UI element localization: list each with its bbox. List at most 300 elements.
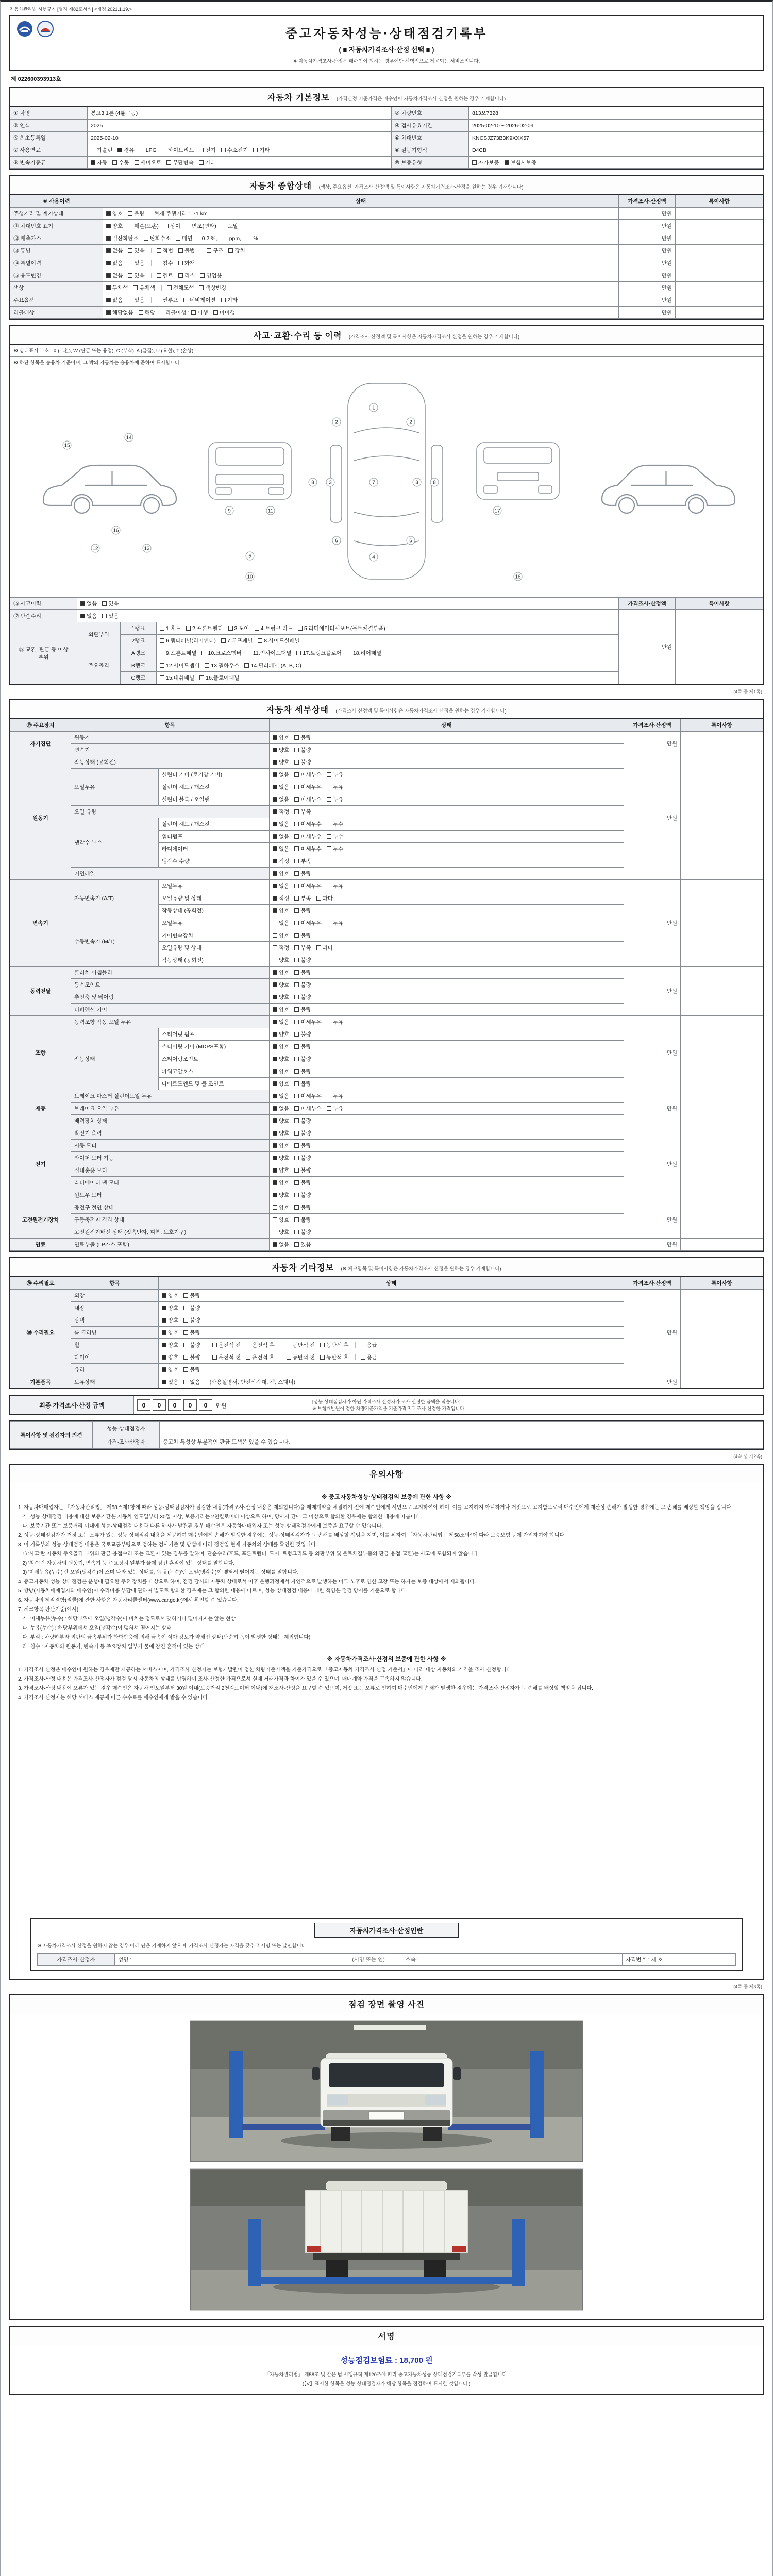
checkbox[interactable]	[199, 675, 204, 680]
checkbox[interactable]	[327, 822, 331, 826]
note-cell[interactable]	[681, 732, 763, 756]
checkbox[interactable]	[273, 1118, 277, 1123]
note-cell[interactable]	[681, 1201, 763, 1239]
checkbox[interactable]	[162, 1306, 166, 1310]
checkbox[interactable]	[294, 1106, 299, 1111]
checkbox[interactable]	[327, 1094, 331, 1098]
checkbox[interactable]	[327, 785, 331, 789]
label-cell: 오일누유	[71, 769, 159, 806]
cell	[270, 1226, 624, 1239]
price-cell[interactable]: 만원	[619, 294, 676, 307]
checkbox[interactable]	[273, 1242, 277, 1247]
price-cell[interactable]: 만원	[624, 732, 681, 756]
checkbox[interactable]	[273, 884, 277, 888]
checkbox[interactable]	[205, 663, 209, 668]
overall-condition-table	[10, 195, 763, 319]
checkbox[interactable]	[294, 1044, 299, 1049]
option	[294, 1093, 322, 1099]
checkbox[interactable]	[112, 160, 117, 165]
cell	[270, 1239, 624, 1251]
checkbox[interactable]	[294, 846, 299, 851]
cell: 실린더 헤드 / 개스킷	[159, 818, 270, 831]
checkbox[interactable]	[294, 735, 299, 740]
checkbox[interactable]	[246, 1355, 250, 1360]
checkbox[interactable]	[166, 160, 171, 165]
checkbox[interactable]	[160, 663, 164, 668]
checkbox[interactable]	[128, 298, 132, 302]
assessor-org-field[interactable]: 소속 :	[402, 1954, 623, 1966]
checkbox[interactable]	[294, 958, 299, 962]
price-cell[interactable]: 만원	[624, 1127, 681, 1201]
checkbox[interactable]	[102, 614, 107, 618]
checkbox[interactable]	[273, 748, 277, 752]
checkbox[interactable]	[287, 1343, 291, 1347]
checkbox[interactable]	[273, 1044, 277, 1049]
checkbox[interactable]	[320, 1355, 325, 1360]
checkbox[interactable]	[294, 748, 299, 752]
checkbox[interactable]	[294, 1118, 299, 1123]
label-cell: 2랭크	[121, 635, 157, 647]
checkbox[interactable]	[294, 1057, 299, 1061]
label-cell: 리콜대상	[10, 307, 103, 319]
checkbox[interactable]	[221, 298, 226, 302]
checkbox[interactable]	[102, 601, 107, 606]
checkbox[interactable]	[133, 285, 138, 290]
option	[294, 982, 311, 988]
checkbox[interactable]	[222, 224, 226, 228]
checkbox[interactable]	[199, 160, 204, 165]
checkbox[interactable]	[247, 651, 251, 655]
checkbox[interactable]	[186, 626, 191, 631]
option-label: 누유	[332, 920, 344, 926]
checkbox[interactable]	[183, 1293, 188, 1298]
checkbox[interactable]	[221, 638, 226, 643]
checkbox[interactable]	[157, 248, 161, 253]
section-title-text: 자동차 기본정보	[267, 94, 330, 103]
price-cell[interactable]: 만원	[619, 282, 676, 294]
checkbox[interactable]	[191, 310, 196, 315]
checkbox[interactable]	[327, 1106, 331, 1111]
checkbox[interactable]	[294, 982, 299, 987]
checkbox[interactable]	[294, 859, 299, 863]
price-cell[interactable]: 만원	[624, 1090, 681, 1127]
checkbox[interactable]	[117, 148, 122, 152]
checkbox[interactable]	[91, 148, 95, 152]
checkbox[interactable]	[294, 884, 299, 888]
checkbox[interactable]	[255, 626, 259, 631]
checkbox[interactable]	[162, 1380, 166, 1384]
checkbox[interactable]	[164, 224, 169, 228]
price-digit[interactable]: 0	[137, 1399, 150, 1411]
checkbox[interactable]	[294, 809, 299, 814]
checkbox[interactable]	[273, 834, 277, 839]
checkbox[interactable]	[162, 1318, 166, 1323]
cell	[159, 1327, 624, 1339]
panel-number	[514, 572, 522, 581]
checkbox[interactable]	[273, 945, 277, 950]
option	[186, 625, 223, 632]
checkbox[interactable]	[273, 1168, 277, 1173]
checkbox[interactable]	[294, 822, 299, 826]
checkbox[interactable]	[294, 1094, 299, 1098]
checkbox[interactable]	[273, 772, 277, 777]
checkbox[interactable]	[273, 958, 277, 962]
checkbox[interactable]	[199, 148, 204, 152]
checkbox[interactable]	[176, 236, 180, 241]
checkbox[interactable]	[316, 896, 321, 901]
checkbox[interactable]	[294, 1193, 299, 1197]
cell	[469, 144, 763, 157]
checkbox[interactable]	[294, 921, 299, 925]
checkbox[interactable]	[294, 945, 299, 950]
option	[273, 784, 289, 790]
checkbox[interactable]	[273, 760, 277, 765]
checkbox[interactable]	[162, 1355, 166, 1360]
checkbox[interactable]	[106, 261, 111, 265]
option	[112, 160, 129, 166]
checkbox[interactable]	[178, 261, 183, 265]
checkbox[interactable]	[294, 871, 299, 876]
checkbox[interactable]	[347, 651, 351, 655]
checkbox[interactable]	[253, 148, 258, 152]
option	[327, 1106, 343, 1112]
note-cell[interactable]	[681, 1090, 763, 1127]
note-cell[interactable]	[681, 967, 763, 1016]
price-cell[interactable]: 만원	[624, 967, 681, 1016]
checkbox[interactable]	[505, 160, 509, 165]
checkbox[interactable]	[106, 224, 111, 228]
checkbox[interactable]	[212, 1355, 217, 1360]
checkbox[interactable]	[294, 1205, 299, 1210]
checkbox[interactable]	[327, 797, 331, 802]
checkbox[interactable]	[294, 1007, 299, 1012]
label-cell: 특이사항 및 점검자의 의견	[10, 1422, 93, 1449]
note-cell[interactable]	[676, 208, 763, 220]
checkbox[interactable]	[294, 1242, 299, 1247]
note-cell[interactable]	[676, 294, 763, 307]
option-label: 2.프론트펜더	[192, 625, 223, 632]
checkbox[interactable]	[327, 921, 331, 925]
checkbox[interactable]	[361, 1343, 365, 1347]
checkbox[interactable]	[157, 261, 161, 265]
checkbox[interactable]	[213, 310, 218, 315]
checkbox[interactable]	[294, 834, 299, 839]
checkbox[interactable]	[273, 933, 277, 938]
price-cell[interactable]: 만원	[619, 220, 676, 232]
checkbox[interactable]	[207, 248, 211, 253]
checkbox[interactable]	[128, 248, 132, 253]
option-label: 미세누유	[300, 1106, 322, 1112]
note-cell[interactable]	[681, 1127, 763, 1201]
label-cell: ⑬ 튜닝	[10, 245, 103, 257]
option-label: 해당	[144, 310, 155, 316]
checkbox[interactable]	[273, 1131, 277, 1136]
checkbox[interactable]	[273, 1193, 277, 1197]
checkbox[interactable]	[294, 933, 299, 938]
checkbox[interactable]	[183, 1306, 188, 1310]
option-label: 없음	[112, 297, 123, 303]
checkbox[interactable]	[200, 273, 205, 278]
checkbox[interactable]	[294, 1168, 299, 1173]
cell	[270, 769, 624, 781]
checkbox[interactable]	[135, 160, 139, 165]
checkbox[interactable]	[320, 1343, 325, 1347]
checkbox[interactable]	[106, 248, 111, 253]
price-cell[interactable]: 만원	[619, 257, 676, 269]
note-cell[interactable]	[676, 245, 763, 257]
checkbox[interactable]	[162, 1343, 166, 1347]
checkbox[interactable]	[186, 224, 190, 228]
checkbox[interactable]	[273, 908, 277, 913]
checkbox[interactable]	[162, 1293, 166, 1298]
assessor-signature-field[interactable]: (서명 또는 인)	[335, 1954, 402, 1966]
checkbox[interactable]	[296, 651, 301, 655]
price-cell[interactable]: 만원	[624, 880, 681, 967]
checkbox[interactable]	[294, 1217, 299, 1222]
note-cell[interactable]	[681, 1290, 763, 1376]
checkbox[interactable]	[327, 1020, 331, 1024]
checkbox[interactable]	[167, 285, 172, 290]
etc-row	[10, 1290, 763, 1302]
price-cell[interactable]: 만원	[619, 610, 676, 684]
checkbox[interactable]	[294, 1069, 299, 1074]
option	[133, 285, 155, 291]
assessor-license-field[interactable]: 자격번호 : 제 호	[623, 1954, 736, 1966]
checkbox[interactable]	[106, 298, 111, 302]
option-label: 적정	[279, 809, 290, 815]
price-cell[interactable]: 만원	[624, 756, 681, 880]
checkbox[interactable]	[199, 285, 204, 290]
checkbox[interactable]	[162, 1367, 166, 1372]
checkbox[interactable]	[106, 211, 111, 216]
checkbox[interactable]	[228, 248, 233, 253]
label-cell: 브레이크 마스터 실린더오일 누유	[71, 1090, 270, 1103]
checkbox[interactable]	[316, 945, 321, 950]
checkbox[interactable]	[294, 908, 299, 913]
price-cell[interactable]: 만원	[624, 1201, 681, 1239]
price-cell[interactable]: 만원	[619, 208, 676, 220]
checkbox[interactable]	[294, 772, 299, 777]
note-cell[interactable]	[676, 232, 763, 245]
price-cell[interactable]: 만원	[624, 1376, 681, 1388]
checkbox[interactable]	[294, 896, 299, 901]
price-cell[interactable]: 만원	[624, 1290, 681, 1376]
note-cell[interactable]	[681, 880, 763, 967]
extra-value: 현재 주행거리 : 71 km	[154, 211, 208, 217]
checkbox[interactable]	[273, 871, 277, 876]
note-cell[interactable]	[676, 269, 763, 282]
checkbox[interactable]	[273, 1106, 277, 1111]
checkbox[interactable]	[244, 663, 249, 668]
checkbox[interactable]	[273, 846, 277, 851]
checkbox[interactable]	[327, 846, 331, 851]
checkbox[interactable]	[273, 785, 277, 789]
note-cell[interactable]	[676, 610, 763, 684]
checkbox[interactable]	[327, 772, 331, 777]
checkbox[interactable]	[128, 261, 132, 265]
checkbox[interactable]	[361, 1355, 365, 1360]
col-header: 항목	[71, 1277, 159, 1290]
checkbox[interactable]	[106, 273, 111, 278]
checkbox[interactable]	[139, 310, 143, 315]
checkbox[interactable]	[246, 1343, 250, 1347]
checkbox[interactable]	[183, 1380, 188, 1384]
price-cell[interactable]: 만원	[624, 1239, 681, 1251]
checkbox[interactable]	[80, 614, 85, 618]
checkbox[interactable]	[162, 148, 166, 152]
checkbox[interactable]	[157, 298, 161, 302]
option-label: 불량	[300, 1056, 311, 1062]
option	[327, 883, 343, 889]
checkbox[interactable]	[273, 1069, 277, 1074]
checkbox[interactable]	[273, 809, 277, 814]
checkbox[interactable]	[106, 310, 111, 315]
checkbox[interactable]	[160, 651, 164, 655]
checkbox[interactable]	[183, 1355, 188, 1360]
checkbox[interactable]	[91, 160, 95, 165]
note-cell[interactable]	[676, 257, 763, 269]
checkbox[interactable]	[273, 1081, 277, 1086]
inspection-photos-section	[9, 1994, 764, 2320]
option-label: 불량	[300, 970, 311, 976]
checkbox[interactable]	[201, 651, 206, 655]
checkbox[interactable]	[273, 735, 277, 740]
checkbox[interactable]	[273, 1094, 277, 1098]
checkbox[interactable]	[294, 970, 299, 975]
checkbox[interactable]	[294, 1081, 299, 1086]
price-digit[interactable]: 0	[153, 1399, 166, 1411]
checkbox[interactable]	[472, 160, 477, 165]
checkbox[interactable]	[128, 211, 132, 216]
option	[258, 638, 300, 644]
assessor-name-field[interactable]: 성명 :	[115, 1954, 335, 1966]
checkbox[interactable]	[221, 148, 226, 152]
checkbox[interactable]	[183, 1318, 188, 1323]
checkbox[interactable]	[273, 822, 277, 826]
checkbox[interactable]	[106, 285, 111, 290]
checkbox[interactable]	[80, 601, 85, 606]
option	[199, 147, 215, 154]
option	[244, 663, 301, 669]
checkbox[interactable]	[183, 1330, 188, 1335]
price-cell[interactable]: 만원	[619, 269, 676, 282]
checkbox[interactable]	[273, 1180, 277, 1185]
checkbox[interactable]	[273, 1156, 277, 1160]
checkbox[interactable]	[294, 995, 299, 999]
option-label: 부족	[300, 895, 311, 902]
basic-info-title	[10, 88, 763, 107]
note-cell[interactable]	[681, 1239, 763, 1251]
option	[294, 1217, 311, 1223]
checkbox[interactable]	[160, 638, 164, 643]
checkbox[interactable]	[258, 638, 262, 643]
price-cell[interactable]: 만원	[619, 307, 676, 319]
checkbox[interactable]	[273, 1143, 277, 1148]
checkbox[interactable]	[294, 1180, 299, 1185]
note-cell[interactable]	[681, 1376, 763, 1388]
checkbox[interactable]	[144, 236, 148, 241]
checkbox[interactable]	[298, 626, 303, 631]
price-digit[interactable]: 0	[168, 1399, 181, 1411]
checkbox[interactable]	[183, 1343, 188, 1347]
note-cell[interactable]	[681, 756, 763, 880]
final-price-section	[9, 1395, 764, 1415]
checkbox[interactable]	[273, 1230, 277, 1234]
checkbox[interactable]	[273, 1205, 277, 1210]
checkbox[interactable]	[273, 1007, 277, 1012]
checkbox[interactable]	[128, 224, 132, 228]
checkbox[interactable]	[287, 1355, 291, 1360]
option	[294, 1180, 311, 1186]
option	[255, 625, 293, 632]
price-digit[interactable]: 0	[199, 1399, 212, 1411]
note-cell[interactable]	[681, 1016, 763, 1090]
checkbox[interactable]	[294, 797, 299, 802]
checkbox[interactable]	[212, 1343, 217, 1347]
cell	[270, 744, 624, 756]
checkbox[interactable]	[294, 1032, 299, 1037]
price-cell[interactable]: 만원	[624, 1016, 681, 1090]
option	[183, 1354, 200, 1361]
checkbox[interactable]	[183, 1367, 188, 1372]
checkbox[interactable]	[273, 1032, 277, 1037]
checkbox[interactable]	[106, 236, 111, 241]
checkbox[interactable]	[273, 1020, 277, 1024]
checkbox[interactable]	[294, 760, 299, 765]
price-cell[interactable]: 만원	[619, 245, 676, 257]
cell	[270, 855, 624, 868]
checkbox[interactable]	[294, 1156, 299, 1160]
option-label: 양호	[279, 1130, 290, 1137]
checkbox[interactable]	[157, 273, 161, 278]
price-cell[interactable]: 만원	[619, 232, 676, 245]
panel-number	[91, 544, 99, 552]
checkbox[interactable]	[273, 995, 277, 999]
checkbox[interactable]	[273, 1057, 277, 1061]
checkbox[interactable]	[294, 1131, 299, 1136]
option-label: 없음	[279, 846, 290, 852]
checkbox[interactable]	[178, 273, 183, 278]
note-cell[interactable]	[676, 282, 763, 294]
checkbox[interactable]	[273, 921, 277, 925]
option	[162, 1354, 178, 1361]
checkbox[interactable]	[178, 248, 183, 253]
checkbox[interactable]	[294, 1143, 299, 1148]
checkbox[interactable]	[294, 785, 299, 789]
checkbox[interactable]	[294, 1020, 299, 1024]
checkbox[interactable]	[273, 1217, 277, 1222]
checkbox[interactable]	[273, 797, 277, 802]
checkbox[interactable]	[162, 1330, 166, 1335]
checkbox[interactable]	[327, 834, 331, 839]
checkbox[interactable]	[160, 675, 164, 680]
checkbox[interactable]	[128, 273, 132, 278]
checkbox[interactable]	[273, 859, 277, 863]
checkbox[interactable]	[160, 626, 164, 631]
checkbox[interactable]	[294, 1230, 299, 1234]
cell	[270, 1214, 624, 1226]
note-cell[interactable]	[676, 220, 763, 232]
checkbox[interactable]	[327, 884, 331, 888]
checkbox[interactable]	[273, 896, 277, 901]
checkbox[interactable]	[140, 148, 144, 152]
price-digit[interactable]: 0	[183, 1399, 197, 1411]
checkbox[interactable]	[273, 970, 277, 975]
checkbox[interactable]	[228, 626, 233, 631]
checkbox[interactable]	[183, 298, 188, 302]
note-cell[interactable]	[676, 307, 763, 319]
checkbox[interactable]	[273, 982, 277, 987]
